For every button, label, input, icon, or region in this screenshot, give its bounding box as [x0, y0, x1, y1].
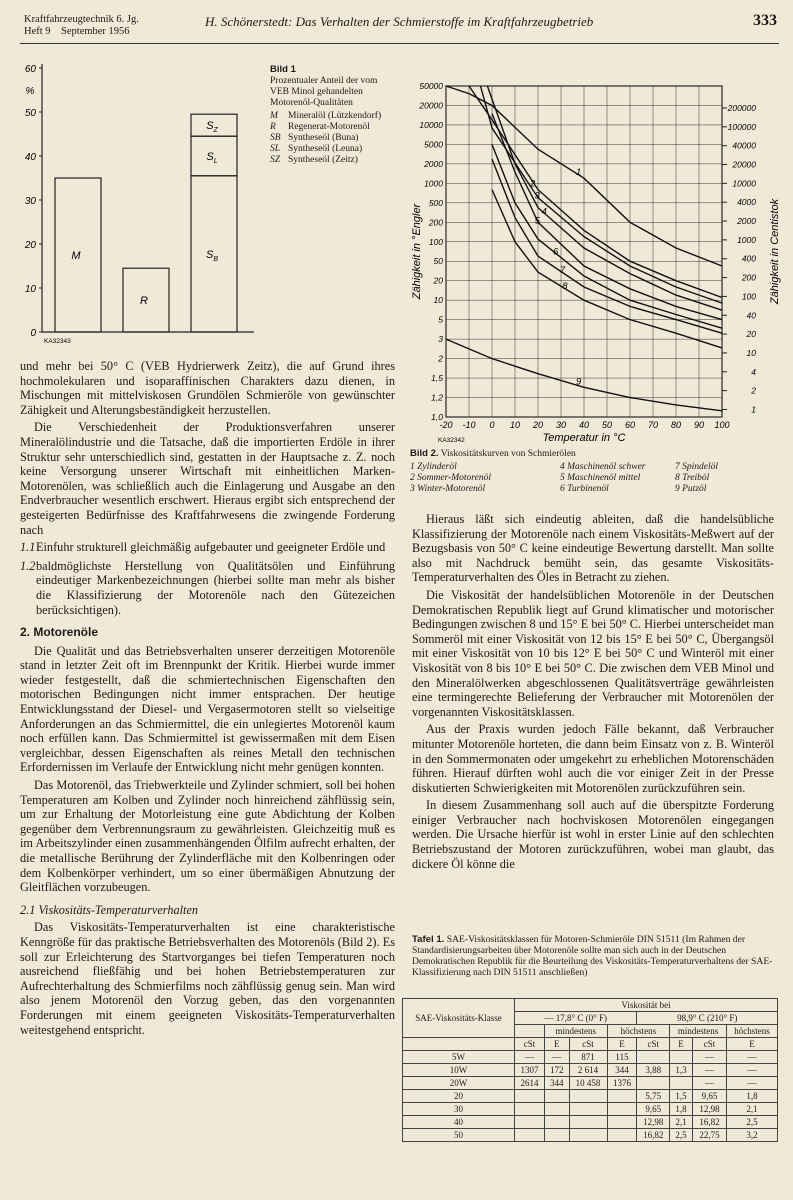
table-cell: 172 — [544, 1064, 569, 1077]
y-tick-label-right: 1 — [751, 404, 756, 415]
table-cell — [607, 1116, 637, 1129]
x-tick-label: 50 — [601, 420, 613, 430]
x-tick-label: 90 — [693, 420, 705, 430]
y-tick-label-right: 2 — [751, 385, 756, 396]
x-tick-label: 0 — [489, 420, 495, 430]
bar-label: $S_Z$ — [206, 120, 218, 135]
table-row — [403, 1090, 778, 1103]
sae-viscosity-table — [402, 998, 778, 1142]
table-cell — [607, 1090, 637, 1103]
paragraph: Die Verschiedenheit der Produktionsverfahren unserer Mineralölindustrie und die Tatsache, daß die importierten Erdöle in ihrer Struktur sehr unterschiedlich sind, gestatten in der Hauptsache z. Z. noch keine Versorgung unserer Wirtschaft mit einheitlichen Marken-Motorenölen, was schließlich auch die Einlagerung und Ausgabe an den Endverbraucher wesentlich erschwert. Hieraus ergibt sich entsprechend der gesteigerten Bedürfnisse des Kraftfahrwesens die zwingende Forderung nach — [20, 420, 395, 537]
table-cell — [514, 1103, 544, 1116]
table-header: E — [727, 1038, 778, 1051]
bar-label: $S_L$ — [206, 151, 218, 165]
page-number: 333 — [753, 12, 777, 29]
legend-text: Regenerat-Motorenöl — [288, 122, 370, 132]
table-cell: 2,5 — [670, 1129, 693, 1142]
table-cell: 2,1 — [670, 1116, 693, 1129]
table-cell: 40 — [403, 1116, 515, 1129]
legend-entry: 7 Spindelöl — [675, 462, 719, 472]
table-row — [403, 1051, 778, 1064]
paragraph: Aus der Praxis wurden jedoch Fälle bekannt, daß Verbraucher mitunter Motorenöle horteten, die dann beim Einsatz von z. B. Winteröl in den Sommermonaten oder umgekehrt zu erheblichen Motorenschäden führen. Hierauf dürften wohl auch die vor einiger Zeit in der Presse diskutierten Schwierigkeiten mit Motorenölen zurückzuführen sein. — [412, 722, 774, 795]
legend-entry: 9 Putzöl — [675, 484, 707, 494]
table-cell: 1,5 — [670, 1090, 693, 1103]
y-tick-label-right: 100000 — [727, 121, 756, 132]
table-cell: 1,3 — [670, 1064, 693, 1077]
y-tick-label-right: 4 — [751, 366, 756, 377]
table-cell: 12,98 — [637, 1116, 670, 1129]
subsection-heading: 2.1 Viskositäts-Temperaturverhalten — [20, 902, 199, 917]
journal-name: Kraftfahrzeugtechnik 6. Jg. — [24, 14, 139, 25]
table1-caption-text: SAE-Viskositätsklassen für Motoren-Schmieröle DIN 51511 (Im Rahmen der Standardisierungsarbeiten über Motorenöle sollte man sich auch in der Deutschen Demokratischen Republik für die Beurteilung des Viskositäts-Temperaturverhaltens der SAE-Klassifizierung nach DIN 51511 anschließen) — [412, 934, 773, 978]
legend-text: Syntheseöl (Leuna) — [288, 144, 363, 154]
table-cell: 1307 — [514, 1064, 544, 1077]
table-cell: 2,1 — [727, 1103, 778, 1116]
y-tick-label: 0 — [30, 328, 36, 339]
table-cell — [569, 1129, 607, 1142]
table-cell: 30 — [403, 1103, 515, 1116]
bar-SL — [191, 136, 237, 176]
list-item — [20, 559, 395, 617]
legend-text: Syntheseöl (Buna) — [288, 133, 359, 143]
figure1-bar-chart — [14, 58, 264, 358]
figure-code: KA32342 — [438, 437, 465, 444]
table-row — [403, 1064, 778, 1077]
paragraph: Das Motorenöl, das Triebwerkteile und Zylinder schmiert, soll bei hohen Temperaturen am Kolben und Zylinder noch hinreichend zähflüssig sein, um zur Erhaltung der Motorleistung eine gute Abdichtung der Kolben gegenüber dem Verbrennungsraum zu gewährleisten. Gleichzeitig muß es im Arbeitszylinder einen zusammenhängenden Ölfilm aufrecht erhalten, der die metallische Berührung der Zylinderfläche mit den Kolbenringen oder dem Kolbenkörper verhindert, um so einer übermäßigen Abnutzung der Gleitflächen vorzubeugen. — [20, 778, 395, 895]
figure1-title: Bild 1 — [270, 64, 296, 75]
list-text: Einfuhr strukturell gleichmäßig aufgebauter und geeigneter Erdöle und — [36, 540, 386, 555]
table-cell — [670, 1051, 693, 1064]
legend-entry: 5 Maschinenöl mittel — [560, 473, 641, 483]
legend-entry — [270, 155, 398, 166]
table-cell — [514, 1116, 544, 1129]
table-cell: — — [727, 1077, 778, 1090]
y-axis-label-right: Zähigkeit in Centistok — [769, 198, 781, 305]
y-tick-label-right: 1000 — [737, 234, 756, 245]
legend-text: Mineralöl (Lützkendorf) — [288, 111, 382, 121]
table-cell — [544, 1090, 569, 1103]
table-cell: 2 614 — [569, 1064, 607, 1077]
paragraph: Die Viskosität der handelsüblichen Motorenöle in der Deutschen Demokratischen Republik liegt auf Grund klimatischer und motorischer Bedingungen zwischen 8 und 15° E bei 50° C. Hierbei unterscheidet man Sommeröl mit einer Viskosität von 12 bis 15° E bei 50° C, Übergangsöl mit einer Viskosität von 10 bis 12° E bei 50° C und Winteröl mit einer Viskosität von 8 bis 10° E bei 50° C. Die zwischen dem VEB Minol und den Mineralölwerken abgeschlossenen Qualitätsverträge gewährleisten eine termingerechte Belieferung der Verbraucher mit Motorenölen der vorgenannten Viskositätsklassen. — [412, 587, 774, 719]
y-tick-label-left: 20 — [433, 275, 443, 286]
x-tick-label: -10 — [462, 420, 476, 430]
table-cell — [514, 1129, 544, 1142]
x-tick-label: 30 — [555, 420, 567, 430]
x-tick-label: 10 — [509, 420, 521, 430]
figure2-caption-text: Viskositätskurven von Schmierölen — [440, 449, 576, 459]
table-header: E — [670, 1038, 693, 1051]
table-cell — [569, 1103, 607, 1116]
table-header: Viskosität bei — [514, 999, 777, 1012]
x-tick-label: 40 — [578, 420, 590, 430]
table-cell — [607, 1103, 637, 1116]
table-cell: 115 — [607, 1051, 637, 1064]
bar-label-sub: Z — [213, 127, 218, 135]
article-header-title: H. Schönerstedt: Das Verhalten der Schmierstoffe im Kraftfahrzeugbetrieb — [205, 14, 594, 29]
y-tick-label-left: 50 — [433, 256, 443, 267]
x-tick-label: -20 — [439, 420, 453, 430]
legend-entry: 3 Winter-Motorenöl — [410, 484, 486, 494]
legend-entry: 8 Treiböl — [675, 473, 710, 483]
table1-label: Tafel 1. — [412, 934, 445, 945]
table-cell: 20W — [403, 1077, 515, 1090]
table-cell — [514, 1090, 544, 1103]
y-tick-label-right: 20000 — [732, 159, 756, 170]
legend-key: SB — [270, 133, 281, 143]
table-cell — [544, 1103, 569, 1116]
table-header: cSt — [637, 1038, 670, 1051]
table-cell — [607, 1129, 637, 1142]
y-tick-label-left: 500 — [428, 197, 443, 208]
bar-label: $S_B$ — [205, 248, 219, 263]
table-cell — [637, 1051, 670, 1064]
table-cell: — — [544, 1051, 569, 1064]
bar-label-sub: B — [213, 255, 219, 263]
legend-key: R — [270, 122, 276, 132]
series-line-2 — [469, 86, 722, 298]
y-tick-label-left: 2000 — [424, 158, 443, 169]
table-cell: 1376 — [607, 1077, 637, 1090]
x-tick-label: 70 — [647, 420, 659, 430]
y-tick-label-right: 20 — [746, 329, 756, 340]
table-header: mindestens — [544, 1025, 607, 1038]
y-tick-label-left: 1,5 — [431, 373, 443, 384]
table-cell: 344 — [544, 1077, 569, 1090]
y-tick-label-left: 10 — [433, 295, 443, 306]
table-cell: 2,5 — [727, 1116, 778, 1129]
y-tick-label-left: 1,2 — [431, 392, 443, 403]
y-tick-label: 20 — [24, 240, 36, 251]
y-tick-label-left: 5 — [438, 314, 443, 325]
table-row — [403, 1077, 778, 1090]
legend-entry: 2 Sommer-Motorenöl — [410, 473, 491, 483]
x-tick-label: 80 — [670, 420, 682, 430]
bar-label-sub: L — [213, 158, 218, 165]
right-column — [412, 512, 774, 874]
table-cell: 9,65 — [692, 1090, 726, 1103]
y-tick-label-left: 1,0 — [431, 412, 443, 422]
table-cell: 10 458 — [569, 1077, 607, 1090]
left-column — [20, 359, 395, 1040]
table-cell: 1,8 — [670, 1103, 693, 1116]
y-tick-label: 30 — [24, 196, 36, 207]
x-tick-label: 100 — [714, 420, 730, 430]
series-label: 3 — [534, 190, 540, 202]
header-rule — [20, 43, 779, 44]
series-label: 6 — [553, 246, 559, 258]
legend-entry: 1 Zylinderöl — [410, 462, 457, 472]
series-label: 8 — [562, 280, 568, 292]
legend-text: Syntheseöl (Zeitz) — [288, 155, 358, 165]
table-header: — 17,8° C (0° F) — [514, 1012, 637, 1025]
bar-label: M — [71, 250, 81, 262]
x-tick-label: 20 — [532, 420, 544, 430]
table-row — [403, 1129, 778, 1142]
table-cell — [544, 1116, 569, 1129]
table-cell: — — [692, 1064, 726, 1077]
series-label: 2 — [530, 178, 536, 190]
table-header: 98,9° C (210° F) — [637, 1012, 778, 1025]
y-tick-label-right: 200000 — [727, 103, 756, 113]
legend-entry: 6 Turbinenöl — [560, 484, 609, 494]
list-number: 1.2 — [20, 558, 36, 573]
paragraph: In diesem Zusammenhang soll auch auf die überspitzte Forderung einiger Verbraucher nach hochviskosen Motorenölen eingegangen werden. Die Ursache hierfür ist wohl in erster Linie auf den schlechten Betriebszustand der Motoren zurückzuführen, wobei man glaubt, das dickere Öl könne die — [412, 798, 774, 871]
legend-key: SL — [270, 144, 281, 154]
y-tick-label-left: 5000 — [424, 139, 443, 150]
table-cell — [569, 1090, 607, 1103]
series-label: 1 — [576, 167, 582, 179]
table-header: höchstens — [607, 1025, 670, 1038]
table-header: E — [607, 1038, 637, 1051]
y-tick-label-right: 10 — [746, 347, 756, 358]
table-cell: 3,88 — [637, 1064, 670, 1077]
y-tick-label-left: 200 — [428, 217, 443, 228]
y-tick-label-left: 3 — [438, 334, 443, 345]
y-tick-label-right: 200 — [741, 272, 756, 283]
y-tick-label-left: 10000 — [419, 119, 443, 130]
list-text: baldmöglichste Herstellung von Qualitätsölen und Einführung eindeutiger Markenbezeichnungen (hierbei sollte man mehr als bisher die Klassifizierung der Motorenöle nach den Gütezeichen berücksichtigen). — [36, 558, 395, 617]
table-cell: 871 — [569, 1051, 607, 1064]
issue-info: Heft 9 September 1956 — [24, 26, 130, 37]
figure2-line-chart — [404, 72, 786, 444]
table-cell — [544, 1129, 569, 1142]
table-cell: — — [692, 1051, 726, 1064]
y-tick-label-right: 100 — [741, 291, 756, 302]
table-cell: — — [727, 1051, 778, 1064]
table-row — [403, 1116, 778, 1129]
y-tick-label-right: 40000 — [732, 140, 756, 151]
figure2-caption — [410, 448, 780, 495]
legend-entry — [270, 133, 398, 144]
table-cell: 1,8 — [727, 1090, 778, 1103]
table-cell — [670, 1077, 693, 1090]
figure1-legend — [270, 111, 398, 166]
bar-SB — [191, 176, 237, 332]
y-tick-label-left: 2 — [438, 353, 443, 364]
legend-key: M — [270, 111, 278, 121]
table-cell: 9,65 — [637, 1103, 670, 1116]
table-header: cSt — [514, 1038, 544, 1051]
table-cell: 16,82 — [637, 1129, 670, 1142]
list-number: 1.1 — [20, 540, 36, 555]
table-cell: 22,75 — [692, 1129, 726, 1142]
table-header: cSt — [569, 1038, 607, 1051]
y-tick-label-right: 40 — [746, 310, 756, 321]
y-tick-label-left: 20000 — [419, 100, 443, 111]
table-cell: 344 — [607, 1064, 637, 1077]
y-tick-label-right: 400 — [741, 253, 756, 264]
table-header: cSt — [692, 1038, 726, 1051]
paragraph: und mehr bei 50° C (VEB Hydrierwerk Zeitz), die auf Grund ihres hochmolekularen und isoparaffinischen Charakters dazu dienen, in Mischungen mit mittelviskosen Grundölen Schmieröle von gewünschter Zähigkeit und Alterungsbeständigkeit herzustellen. — [20, 359, 395, 417]
table-header: SAE-Viskositäts-Klasse — [403, 999, 515, 1038]
series-label: 7 — [559, 265, 566, 277]
table-cell: 5W — [403, 1051, 515, 1064]
series-label: 5 — [534, 215, 540, 227]
y-unit: % — [25, 86, 35, 97]
table-header: E — [544, 1038, 569, 1051]
table-cell: — — [727, 1064, 778, 1077]
y-tick-label: 50 — [24, 108, 36, 119]
bar-label: R — [140, 295, 148, 308]
legend-key: SZ — [270, 155, 281, 165]
table-cell: — — [692, 1077, 726, 1090]
series-label: 4 — [541, 206, 547, 218]
table-cell: 5,75 — [637, 1090, 670, 1103]
table-cell: 10W — [403, 1064, 515, 1077]
table-cell: 50 — [403, 1129, 515, 1142]
y-tick-label-left: 1000 — [424, 178, 443, 189]
table-cell: 3,2 — [727, 1129, 778, 1142]
x-axis-label: Temperatur in °C — [542, 432, 626, 444]
table-header: mindestens — [670, 1025, 727, 1038]
y-tick-label: 60 — [24, 64, 36, 75]
y-axis-label-left: Zähigkeit in °Engler — [411, 203, 423, 300]
journal-info — [24, 14, 139, 38]
y-tick-label-right: 4000 — [737, 197, 756, 208]
figure1-caption-text: Prozentualer Anteil der vom VEB Minol gehandelten Motorenöl-Qualitäten — [270, 76, 378, 108]
paragraph: Hieraus läßt sich eindeutig ableiten, daß die handelsübliche Klassifizierung der Motorenöle nach einem Viskositäts-Meßwert auf der Bezugsbasis von 50° C keine eindeutige Bewertung darstellt. Man sollte also mit Nachdruck bemüht sein, das gesamte Viskositäts-Temperaturverhalten des Öles in Betracht zu ziehen. — [412, 512, 774, 585]
list-item — [20, 540, 395, 555]
table-cell: 20 — [403, 1090, 515, 1103]
y-tick-label: 40 — [24, 152, 36, 163]
y-tick-label-left: 50000 — [419, 81, 443, 91]
table-cell: — — [514, 1051, 544, 1064]
table-cell: 12,98 — [692, 1103, 726, 1116]
table-cell: 16,82 — [692, 1116, 726, 1129]
series-label: 9 — [576, 376, 582, 388]
y-tick-label-right: 10000 — [732, 178, 756, 189]
table1-caption — [412, 934, 782, 978]
table-cell: 2614 — [514, 1077, 544, 1090]
y-tick-label-left: 100 — [428, 236, 443, 247]
paragraph: Das Viskositäts-Temperaturverhalten ist eine charakteristische Kenngröße für das praktische Betriebsverhalten des Motorenöls (Bild 2). Es soll zur Erleichterung des Startvorganges bei tiefen Temperaturen noch ausreichend fließfähig und bei hohen Betriebstemperaturen zur Aufrechterhaltung des Schmierfilms noch zähflüssig genug sein. Man wird also jenem Motorenöl den Vorzug geben, das den vorgenannten Forderungen mit einem geeigneten Viskositäts-Temperaturverhalten weitestgehend entspricht. — [20, 920, 395, 1037]
legend-entry — [270, 111, 398, 122]
table-row — [403, 1103, 778, 1116]
section-heading: 2. Motorenöle — [20, 625, 99, 640]
x-tick-label: 60 — [624, 420, 636, 430]
figure2-title: Bild 2. — [410, 448, 439, 459]
paragraph: Die Qualität und das Betriebsverhalten unserer derzeitigen Motorenöle stand in letzter Zeit oft im Brennpunkt der Kritik. Hierbei wurde immer wieder festgestellt, daß die schmiertechnischen Eigenschaften den motorischen Bedingungen nicht immer entsprachen. Der heutige Entwicklungsstand der Diesel- und Vergasermotoren stellt so vielseitige Anforderungen an das Schmiermittel, die ein unlegiertes Motorenöl kaum noch erfüllen kann. Das Schmiermittel ist gewissermaßen mit dem Eisen vergleichbar, dessen Eigenschaften als reines Metall den technischen Erfordernissen im Verlaufe der Entwicklung nicht mehr genügen konnten. — [20, 643, 395, 775]
figure2-legend — [410, 462, 780, 495]
figure-code: KA32343 — [44, 338, 71, 345]
table-cell — [637, 1077, 670, 1090]
table-cell — [569, 1116, 607, 1129]
figure1-caption — [270, 64, 398, 166]
table-header: höchstens — [727, 1025, 778, 1038]
legend-entry: 4 Maschinenöl schwer — [560, 462, 646, 472]
legend-entry — [270, 144, 398, 155]
legend-entry — [270, 122, 398, 133]
y-tick-label-right: 2000 — [737, 216, 756, 227]
y-tick-label: 10 — [24, 284, 36, 295]
